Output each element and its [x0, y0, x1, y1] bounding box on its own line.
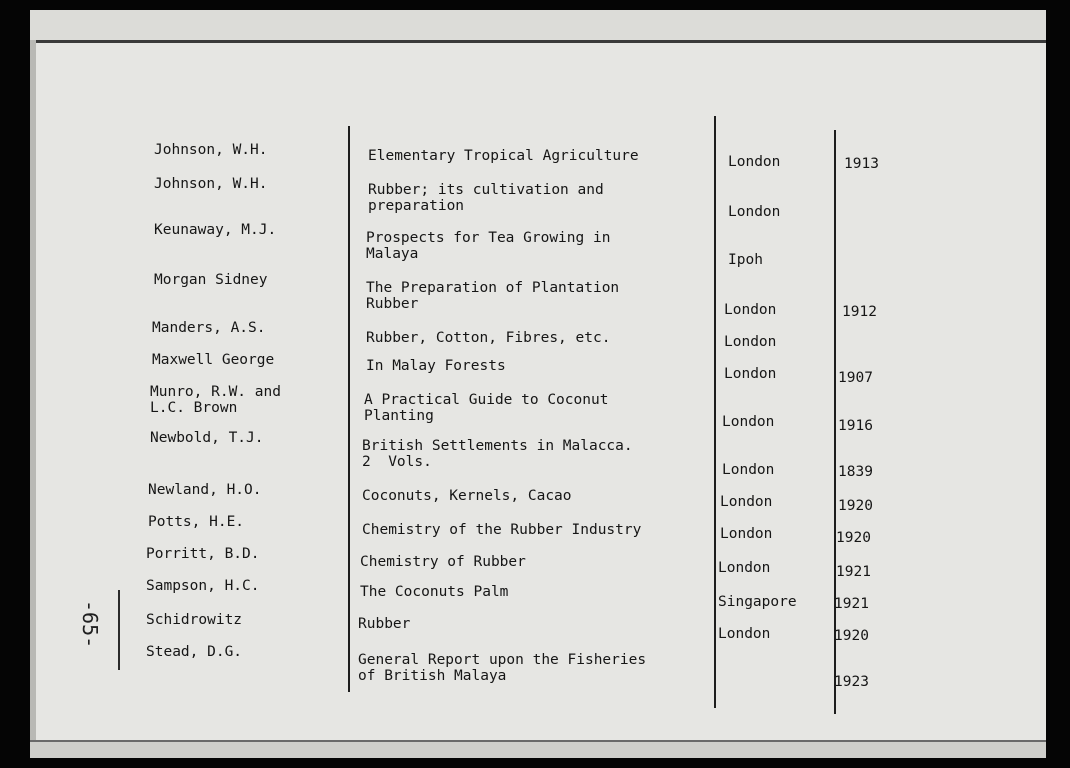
entry-year: 1916 [838, 418, 873, 434]
entry-year: 1907 [838, 370, 873, 386]
entry-place: London [722, 462, 775, 478]
entry-author: Newland, H.O. [148, 482, 262, 498]
margin-page-number: -65- [78, 600, 102, 649]
entry-author: Manders, A.S. [152, 320, 266, 336]
entry-title: The Preparation of Plantation Rubber [366, 280, 620, 312]
entry-year: 1921 [834, 596, 869, 612]
margin-line [118, 590, 120, 670]
entry-author: Johnson, W.H. [154, 176, 268, 192]
entry-title: Rubber; its cultivation and preparation [368, 182, 604, 214]
entry-place: London [724, 334, 777, 350]
entry-author: Schidrowitz [146, 612, 243, 628]
page-top-strip [30, 10, 1046, 43]
column-rule-place [714, 116, 716, 708]
entry-place: London [718, 560, 771, 576]
entry-title: Chemistry of Rubber [360, 554, 526, 570]
page-left-edge [30, 40, 36, 740]
entry-place: Ipoh [728, 252, 763, 268]
document-page [30, 10, 1046, 758]
entry-year: 1912 [842, 304, 877, 320]
entry-place: London [720, 494, 773, 510]
entry-year: 1913 [844, 156, 879, 172]
entry-year: 1920 [838, 498, 873, 514]
entry-author: Johnson, W.H. [154, 142, 268, 158]
entry-title: Rubber, Cotton, Fibres, etc. [366, 330, 611, 346]
entry-author: Sampson, H.C. [146, 578, 260, 594]
entry-author: Potts, H.E. [148, 514, 245, 530]
entry-title: Chemistry of the Rubber Industry [362, 522, 642, 538]
entry-place: London [724, 366, 777, 382]
entry-title: In Malay Forests [366, 358, 506, 374]
page-bottom-edge [30, 740, 1046, 758]
entry-year: 1921 [836, 564, 871, 580]
entry-author: Porritt, B.D. [146, 546, 260, 562]
entry-author: Keunaway, M.J. [154, 222, 277, 238]
entry-author: Stead, D.G. [146, 644, 243, 660]
entry-place: London [722, 414, 775, 430]
entry-title: The Coconuts Palm [360, 584, 509, 600]
entry-place: London [724, 302, 777, 318]
entry-author: Morgan Sidney [154, 272, 268, 288]
column-rule-year [834, 130, 836, 714]
column-rule-title [348, 126, 350, 692]
entry-title: General Report upon the Fisheries of British Malaya [358, 652, 647, 684]
entry-title: Coconuts, Kernels, Cacao [362, 488, 572, 504]
entry-place: London [718, 626, 771, 642]
entry-title: Prospects for Tea Growing in Malaya [366, 230, 611, 262]
entry-author: Munro, R.W. and L.C. Brown [150, 384, 281, 416]
entry-title: British Settlements in Malacca. 2 Vols. [362, 438, 633, 470]
entry-year: 1839 [838, 464, 873, 480]
entry-author: Maxwell George [152, 352, 275, 368]
entry-place: London [728, 154, 781, 170]
entry-place: Singapore [718, 594, 797, 610]
entry-place: London [720, 526, 773, 542]
entry-title: Elementary Tropical Agriculture [368, 148, 639, 164]
entry-title: Rubber [358, 616, 411, 632]
entry-author: Newbold, T.J. [150, 430, 264, 446]
entry-year: 1920 [836, 530, 871, 546]
entry-year: 1923 [834, 674, 869, 690]
entry-title: A Practical Guide to Coconut Planting [364, 392, 609, 424]
entry-year: 1920 [834, 628, 869, 644]
entry-place: London [728, 204, 781, 220]
